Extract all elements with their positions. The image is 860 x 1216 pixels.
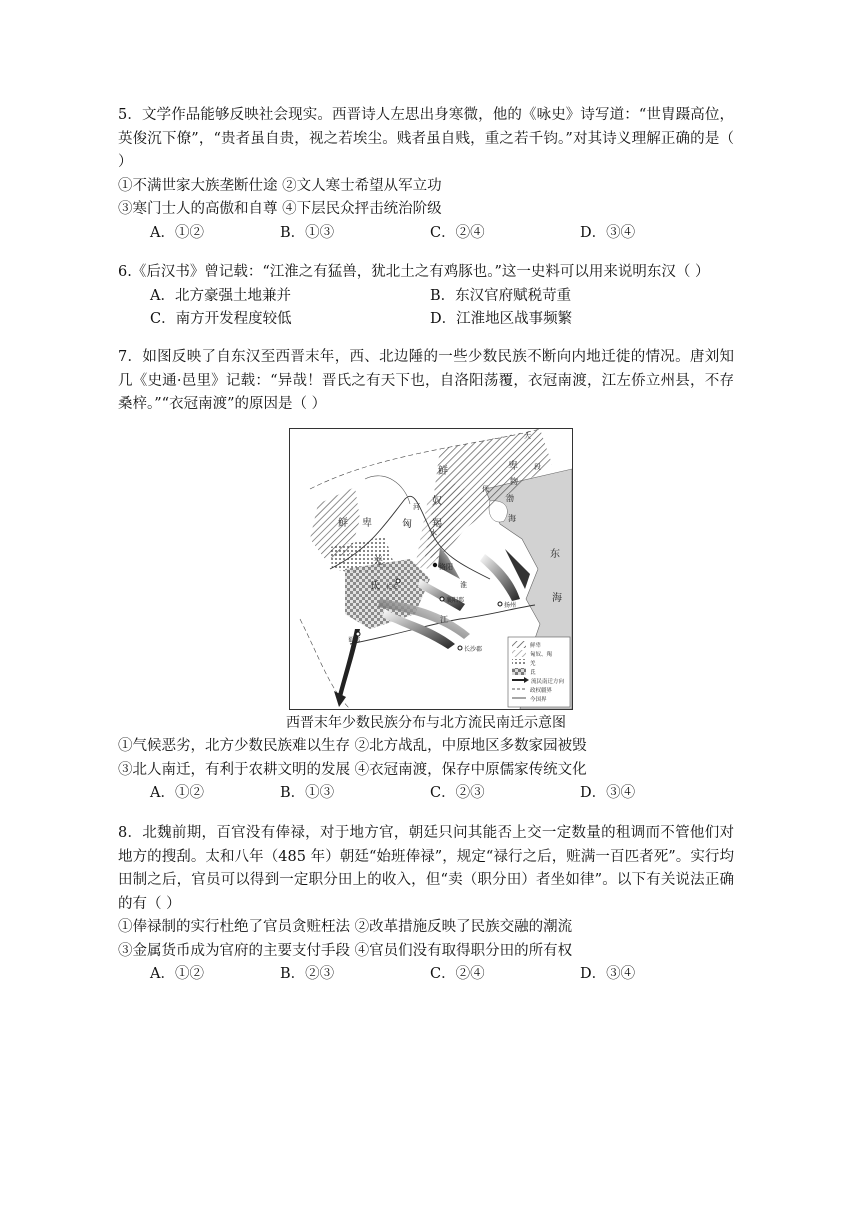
- map-label: 段: [534, 463, 541, 471]
- option-b[interactable]: B．①③: [280, 785, 335, 801]
- map-label: 长沙郡: [464, 646, 483, 653]
- map-label: 淮: [460, 581, 467, 589]
- map-label: 代: [482, 485, 489, 493]
- question-5: [118, 104, 734, 245]
- map-label: 匈: [402, 519, 412, 530]
- option-a[interactable]: A．北方豪强土地兼并: [150, 287, 291, 304]
- option-b[interactable]: B．①③: [280, 224, 335, 241]
- map-label: 卑: [508, 461, 518, 472]
- map-legend: [508, 637, 570, 707]
- map-label: 洛阳: [439, 563, 453, 571]
- legend-label: 鲜卑: [530, 643, 542, 649]
- question-8-options: [118, 963, 734, 987]
- question-7-statements-2: ③北人南迁，有利于农耕文明的发展 ④衣冠南渡，保存中原儒家传统文化: [118, 761, 587, 778]
- map-label: 奴: [432, 496, 442, 507]
- map-figure: [290, 429, 572, 709]
- map-label: 海: [552, 593, 562, 604]
- map-label: 氐: [370, 581, 380, 592]
- question-7-after-map: [118, 711, 734, 806]
- map-label: 东: [550, 549, 560, 560]
- question-5-statements-2: ③寒门士人的高傲和自尊 ④下层民众抨击统治阶级: [118, 201, 442, 217]
- legend-label: 政权疆界: [530, 688, 553, 694]
- question-8-statements-2: ③金属货币成为官府的主要支付手段 ④官员们没有取得职分田的所有权: [118, 942, 573, 959]
- question-8-stem: 8．北魏前期，百官没有俸禄，对于地方官，朝廷只问其能否上交一定数量的租调而不管他们对地方的搜刮。太和八年（485 年）朝廷“始班俸禄”，规定“禄行之后，赃满一百匹者死”。实行均田制之后，官员可以得到一定职分田上的收入，但“卖（职分田）者坐如律”。以下有关说法正确的有（ ）: [118, 825, 734, 912]
- map-label: 羯: [432, 519, 442, 530]
- question-5-options: [118, 222, 734, 246]
- option-c[interactable]: C．南方开发程度较低: [150, 311, 292, 327]
- question-7-stem: 7．如图反映了自东汉至西晋末年，西、北边陲的一些少数民族不断向内地迁徙的情况。唐刘知几《史通·邑里》记载：“异哉！晋氏之有天下也，自洛阳荡覆，衣冠南渡，江左侨立州县，不存桑梓。”“衣冠南渡”的原因是（ ）: [118, 349, 734, 412]
- map-label: 大: [524, 432, 531, 440]
- map-label: 物: [510, 477, 518, 486]
- question-6-options-row-2: [118, 308, 734, 332]
- question-7-options: [118, 782, 734, 806]
- map-label: 水: [430, 529, 437, 537]
- question-5-stem: 5．文学作品能够反映社会现实。西晋诗人左思出身寒微，他的《咏史》诗写道：“世胄蹑高位，英俊沉下僚”，“贵者虽自贵，视之若埃尘。贱者虽自贱，重之若千钧。”对其诗义理解正确的是（ ）: [118, 107, 734, 170]
- question-8: [118, 822, 734, 987]
- option-a[interactable]: A．①②: [150, 966, 204, 982]
- map-label: 扬州: [504, 602, 517, 609]
- question-6-options-row-1: [118, 285, 734, 309]
- legend-label: 流民南迁方向: [531, 679, 565, 685]
- option-c[interactable]: C．②④: [430, 966, 485, 982]
- option-d[interactable]: D．③④: [580, 785, 636, 801]
- option-b[interactable]: B．②③: [280, 966, 335, 982]
- map-label: 鲜: [438, 466, 448, 477]
- legend-label: 氐: [530, 670, 536, 676]
- question-8-statements-1: ①俸禄制的实行杜绝了官员贪赃枉法 ②改革措施反映了民族交融的潮流: [118, 919, 573, 935]
- legend-label: 今国界: [530, 697, 547, 703]
- option-b[interactable]: B．东汉官府赋税苛重: [430, 287, 572, 304]
- map-label: 蜀郡: [348, 637, 361, 644]
- question-7-statements-1: ①气候恶劣，北方少数民族难以生存 ②北方战乱，中原地区多数家园被毁: [118, 738, 587, 754]
- question-6-stem: 6.《后汉书》曾记载：“江淮之有猛兽，犹北土之有鸡豚也。”这一史料可以用来说明东汉（ ）: [118, 264, 710, 280]
- question-6: [118, 261, 734, 332]
- option-d[interactable]: D．③④: [580, 224, 636, 241]
- migration-map: [289, 428, 573, 710]
- map-label: 河: [413, 503, 420, 511]
- map-label: 海: [508, 514, 516, 523]
- option-a[interactable]: A．①②: [150, 785, 204, 801]
- map-label: 羌: [373, 556, 383, 567]
- map-label: 江: [440, 615, 448, 624]
- map-label: 襄阳郡: [446, 597, 465, 604]
- legend-label: 匈奴、羯: [530, 652, 553, 658]
- legend-label: 羌: [530, 661, 536, 667]
- map-label: 渤: [506, 494, 514, 503]
- option-d[interactable]: D．③④: [580, 966, 636, 982]
- map-caption: 西晋末年少数民族分布与北方流民南迁示意图: [286, 715, 566, 731]
- option-c[interactable]: C．②④: [430, 224, 485, 241]
- map-label: 长安: [386, 584, 399, 591]
- map-label: 卑: [362, 518, 372, 529]
- option-d[interactable]: D．江淮地区战事频繁: [430, 311, 573, 327]
- option-a[interactable]: A．①②: [150, 224, 204, 241]
- map-label: 鲜: [338, 518, 348, 529]
- option-c[interactable]: C．②③: [430, 785, 485, 801]
- question-7: [118, 346, 734, 417]
- question-5-statements-1: ①不满世家大族垄断仕途 ②文人寒士希望从军立功: [118, 177, 442, 194]
